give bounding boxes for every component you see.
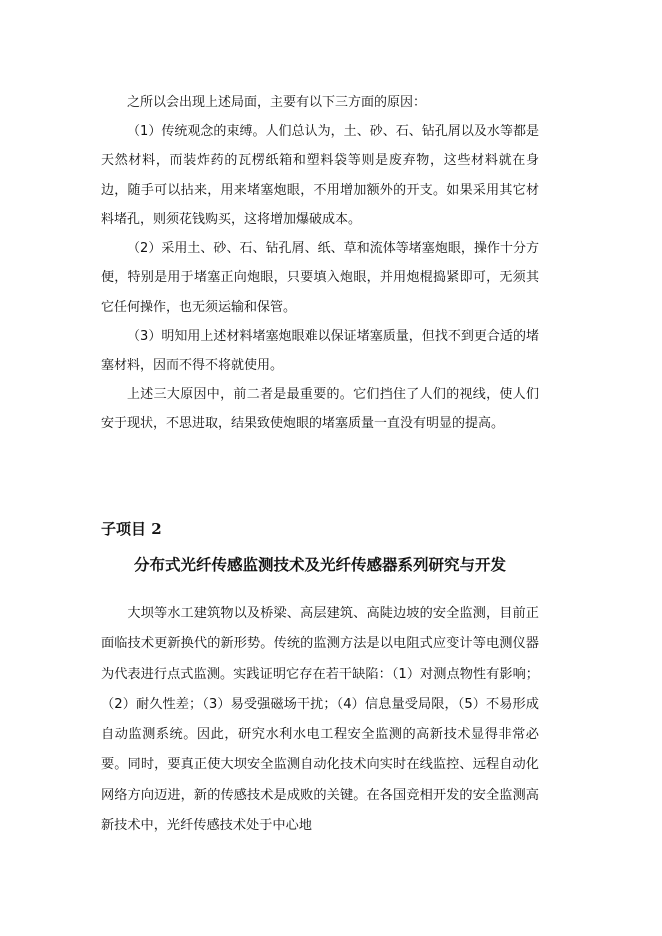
subproject-label: 子项目 2 — [101, 520, 162, 538]
conclusion-paragraph: 上述三大原因中，前二者是最重要的。它们挡住了人们的视线，使人们安于现状，不思进取，结果致使炮眼的堵塞质量一直没有明显的提高。 — [101, 387, 539, 432]
reason-paragraph-1: （1）传统观念的束缚。人们总认为，土、砂、石、钻孔屑以及水等都是天然材料，而装炸药的瓦楞纸箱和塑料袋等则是废弃物，这些材料就在身边，随手可以拈来，用来堵塞炮眼，不用增加额外的开支。如果采用其它材料堵孔，则须花钱购买，这将增加爆破成本。 — [101, 124, 539, 227]
section-title: 分布式光纤传感监测技术及光纤传感器系列研究与开发 — [133, 555, 506, 574]
reason-paragraph-2: （2）采用土、砂、石、钻孔屑、纸、草和流体等堵塞炮眼，操作十分方便，特别是用于堵塞正向炮眼，只要填入炮眼，并用炮棍捣紧即可，无须其它任何操作，也无须运输和保管。 — [101, 241, 539, 315]
subproject-body-paragraph: 大坝等水工建筑物以及桥梁、高层建筑、高陡边坡的安全监测，目前正面临技术更新换代的新形势。传统的监测方法是以电阻式应变计等电测仪器为代表进行点式监测。实践证明它存在若干缺陷：（1）对测点物性有影响；（2）耐久性差；（3）易受强磁场干扰；（4）信息量受局限，（5）不易形成自动监测系统。因此，研究水利水电工程安全监测的高新技术显得非常必要。同时，要真正使大坝安全监测自动化技术向实时在线监控、远程自动化网络方向迈进，新的传感技术是成败的关键。在各国竞相开发的安全监测高新技术中，光纤传感技术处于中心地 — [101, 606, 539, 834]
intro-paragraph: 之所以会出现上述局面，主要有以下三方面的原因： — [127, 95, 427, 110]
reason-paragraph-3: （3）明知用上述材料堵塞炮眼难以保证堵塞质量，但找不到更合适的堵塞材料，因而不得不将就使用。 — [101, 329, 539, 374]
